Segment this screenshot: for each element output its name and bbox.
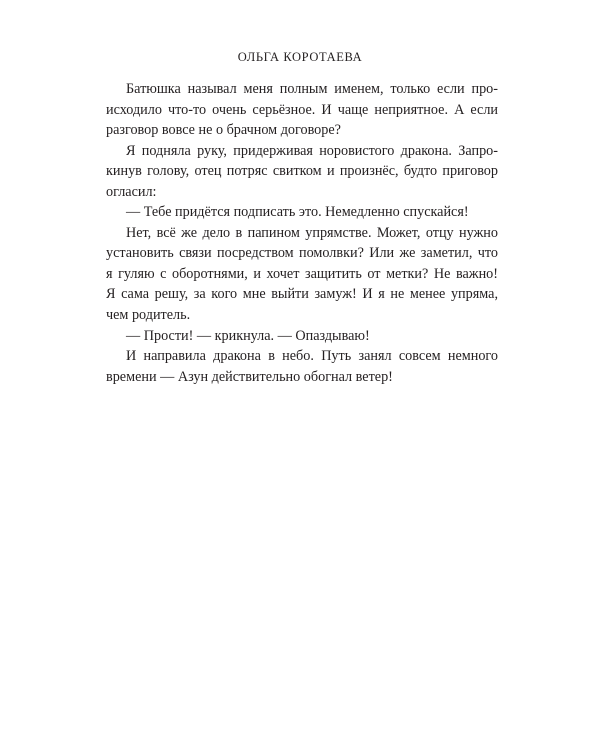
running-head-author: ОЛЬГА КОРОТАЕВА <box>237 50 363 64</box>
text-line: установить связи посредством помолвки? Или же заметил, что <box>106 245 498 262</box>
text-line: Я подняла руку, придерживая норовистого дракона. Запро- <box>126 142 498 159</box>
text-line: огласил: <box>106 183 157 200</box>
text-line: — Прости! — крикнула. — Опаздываю! <box>126 327 370 344</box>
text-line: чем родитель. <box>106 307 191 324</box>
text-line: времени — Азун действительно обогнал ветер! <box>106 368 393 385</box>
text-line: Я сама решу, за кого мне выйти замуж! И я не менее упряма, <box>106 286 498 303</box>
text-line: кинув голову, отец потряс свитком и произнёс, будто приговор <box>106 163 498 180</box>
text-line: — Тебе придётся подписать это. Немедленно спускайся! <box>126 204 469 221</box>
text-line: Батюшка называл меня полным именем, только если про- <box>126 81 498 97</box>
text-line: разговор вовсе не о брачном договоре? <box>106 122 341 139</box>
text-line: И направила дракона в небо. Путь занял совсем немного <box>126 348 498 365</box>
text-line: я гуляю с оборотнями, и хочет защитить от метки? Не важно! <box>106 265 498 282</box>
text-line: исходило что-то очень серьёзное. И чаще неприятное. А если <box>106 101 498 118</box>
text-line: Нет, всё же дело в папином упрямстве. Может, отцу нужно <box>126 224 498 241</box>
body-text <box>106 79 498 387</box>
